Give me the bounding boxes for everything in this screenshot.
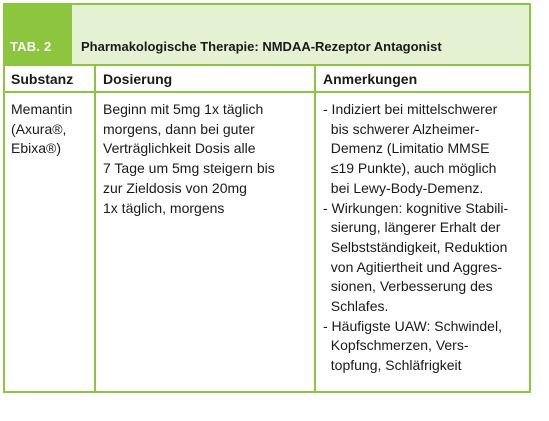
- dosierung-line: morgens, dann bei guter: [103, 120, 255, 137]
- anmerkungen-line: sionen, Verbesserung des: [323, 278, 493, 295]
- dosierung-line: Verträglichkeit Dosis alle: [103, 140, 256, 157]
- dosierung-line: 7 Tage um 5mg steigern bis: [103, 160, 275, 177]
- substanz-line: Ebixa®): [11, 140, 61, 157]
- column-divider-1: [94, 64, 96, 391]
- column-header-anmerkungen: Anmerkungen: [323, 71, 418, 87]
- therapy-table: [3, 3, 531, 393]
- dosierung-line: Beginn mit 5mg 1x täglich: [103, 101, 264, 117]
- anmerkungen-line: sierung, längerer Erhalt der: [323, 219, 501, 236]
- table-number-badge: [5, 5, 72, 64]
- cell-substanz: [11, 100, 72, 159]
- column-header-dosierung: Dosierung: [103, 71, 173, 87]
- dosierung-line: zur Zieldosis von 20mg: [103, 179, 247, 196]
- cell-anmerkungen: [323, 100, 508, 376]
- anmerkungen-line: - Indiziert bei mittelschwerer: [323, 101, 498, 117]
- anmerkungen-line: topfung, Schläfrigkeit: [323, 357, 462, 374]
- anmerkungen-line: von Agitiertheit und Aggres-: [323, 258, 502, 275]
- column-divider-2: [314, 64, 316, 391]
- anmerkungen-line: bei Lewy-Body-Demenz.: [323, 179, 484, 196]
- dosierung-line: 1x täglich, morgens: [103, 199, 225, 216]
- anmerkungen-line: Selbstständigkeit, Reduktion: [323, 238, 508, 255]
- substanz-line: Memantin: [11, 101, 73, 117]
- anmerkungen-line: - Wirkungen: kognitive Stabili-: [323, 199, 509, 216]
- substanz-line: (Axura®,: [11, 120, 67, 137]
- table-title: Pharmakologische Therapie: NMDAA-Rezeptor Antagonist: [81, 39, 442, 54]
- table-number-label: TAB. 2: [10, 39, 52, 54]
- cell-dosierung: [103, 100, 275, 218]
- anmerkungen-line: ≤19 Punkte), auch möglich: [323, 160, 497, 177]
- column-header-substanz: Substanz: [11, 71, 74, 87]
- anmerkungen-line: Demenz (Limitatio MMSE: [323, 140, 490, 157]
- anmerkungen-line: - Häufigste UAW: Schwindel,: [323, 317, 502, 334]
- column-header-row: [5, 64, 529, 93]
- anmerkungen-line: Kopfschmerzen, Vers-: [323, 337, 469, 354]
- anmerkungen-line: bis schwerer Alzheimer-: [323, 120, 480, 137]
- table-header: [5, 5, 529, 64]
- anmerkungen-line: Schlafes.: [323, 298, 389, 315]
